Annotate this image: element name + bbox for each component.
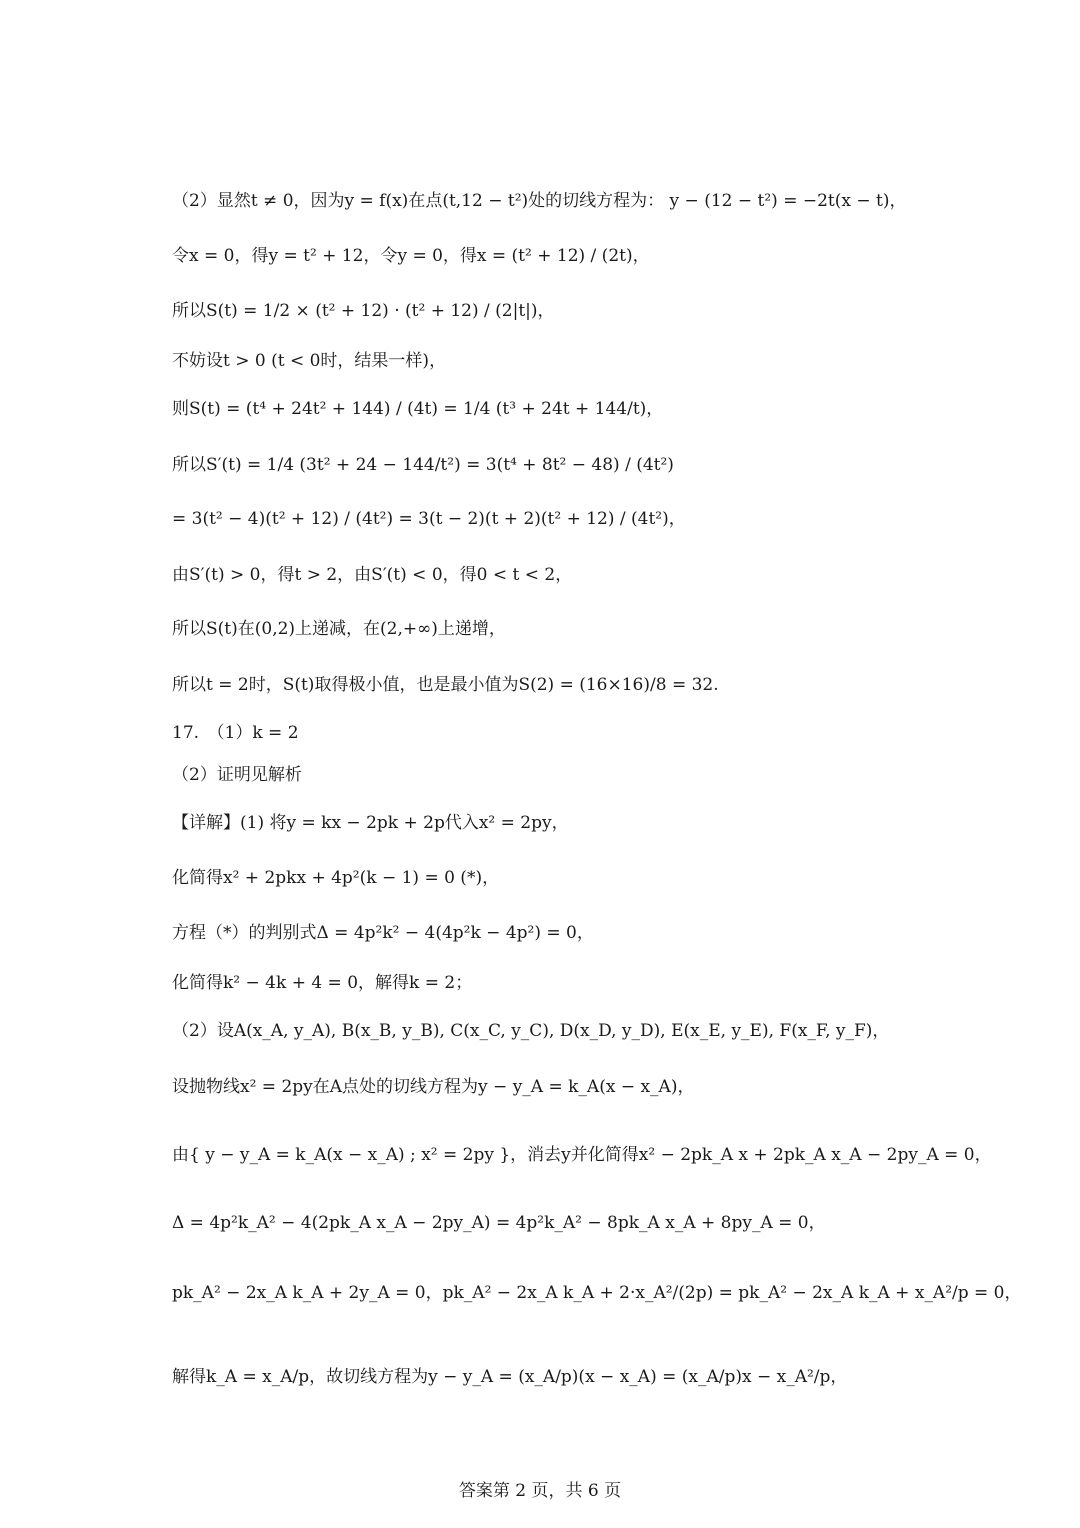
- text-line: 令x = 0，得y = t² + 12，令y = 0，得x = (t² + 12) / (2t)，: [172, 246, 650, 266]
- text-line: 所以S′(t) = 1/4 (3t² + 24 − 144/t²) = 3(t⁴ + 8t² − 48) / (4t²): [172, 455, 674, 475]
- page-footer: 答案第 2 页，共 6 页: [458, 1481, 622, 1501]
- text-line: （2）显然t ≠ 0，因为y = f(x)在点(t,12 − t²)处的切线方程为： y − (12 − t²) = −2t(x − t)，: [172, 191, 907, 211]
- text-line: 所以S(t)在(0,2)上递减，在(2,+∞)上递增，: [172, 619, 506, 639]
- text-line: = 3(t² − 4)(t² + 12) / (4t²) = 3(t − 2)(t + 2)(t² + 12) / (4t²)，: [172, 509, 686, 529]
- text-line: 化简得x² + 2pkx + 4p²(k − 1) = 0 (*)，: [172, 868, 500, 888]
- text-line: 不妨设t > 0 (t < 0时，结果一样)，: [172, 351, 447, 371]
- text-line: 化简得k² − 4k + 4 = 0，解得k = 2；: [172, 973, 473, 993]
- text-line: 【详解】(1) 将y = kx − 2pk + 2p代入x² = 2py，: [172, 813, 569, 833]
- text-line: pk_A² − 2x_A k_A + 2y_A = 0，pk_A² − 2x_A k_A + 2·x_A²/(2p) = pk_A² − 2x_A k_A + x_A²/p = 0，: [172, 1283, 1022, 1303]
- text-line: 设抛物线x² = 2py在A点处的切线方程为y − y_A = k_A(x − x_A)，: [172, 1077, 695, 1097]
- text-line: 由S′(t) > 0，得t > 2，由S′(t) < 0，得0 < t < 2，: [172, 565, 573, 585]
- text-line: 所以t = 2时，S(t)取得极小值，也是最小值为S(2) = (16×16)/8 = 32.: [172, 675, 719, 695]
- text-line: （2）证明见解析: [172, 765, 302, 785]
- text-line: 则S(t) = (t⁴ + 24t² + 144) / (4t) = 1/4 (t³ + 24t + 144/t)，: [172, 399, 664, 419]
- text-line: 解得k_A = x_A/p，故切线方程为y − y_A = (x_A/p)(x − x_A) = (x_A/p)x − x_A²/p，: [172, 1367, 848, 1387]
- text-line: （2）设A(x_A, y_A), B(x_B, y_B), C(x_C, y_C), D(x_D, y_D), E(x_E, y_E), F(x_F, y_F)，: [172, 1021, 890, 1041]
- text-line: 方程（*）的判别式Δ = 4p²k² − 4(4p²k − 4p²) = 0，: [172, 923, 594, 943]
- text-line: 由{ y − y_A = k_A(x − x_A) ; x² = 2py }，消去y并化简得x² − 2pk_A x + 2pk_A x_A − 2py_A = 0，: [172, 1145, 992, 1165]
- text-line: Δ = 4p²k_A² − 4(2pk_A x_A − 2py_A) = 4p²k_A² − 8pk_A x_A + 8py_A = 0，: [172, 1213, 826, 1233]
- question-number: 17. （1）k = 2: [172, 723, 299, 743]
- text-line: 所以S(t) = 1/2 × (t² + 12) · (t² + 12) / (2|t|)，: [172, 301, 555, 321]
